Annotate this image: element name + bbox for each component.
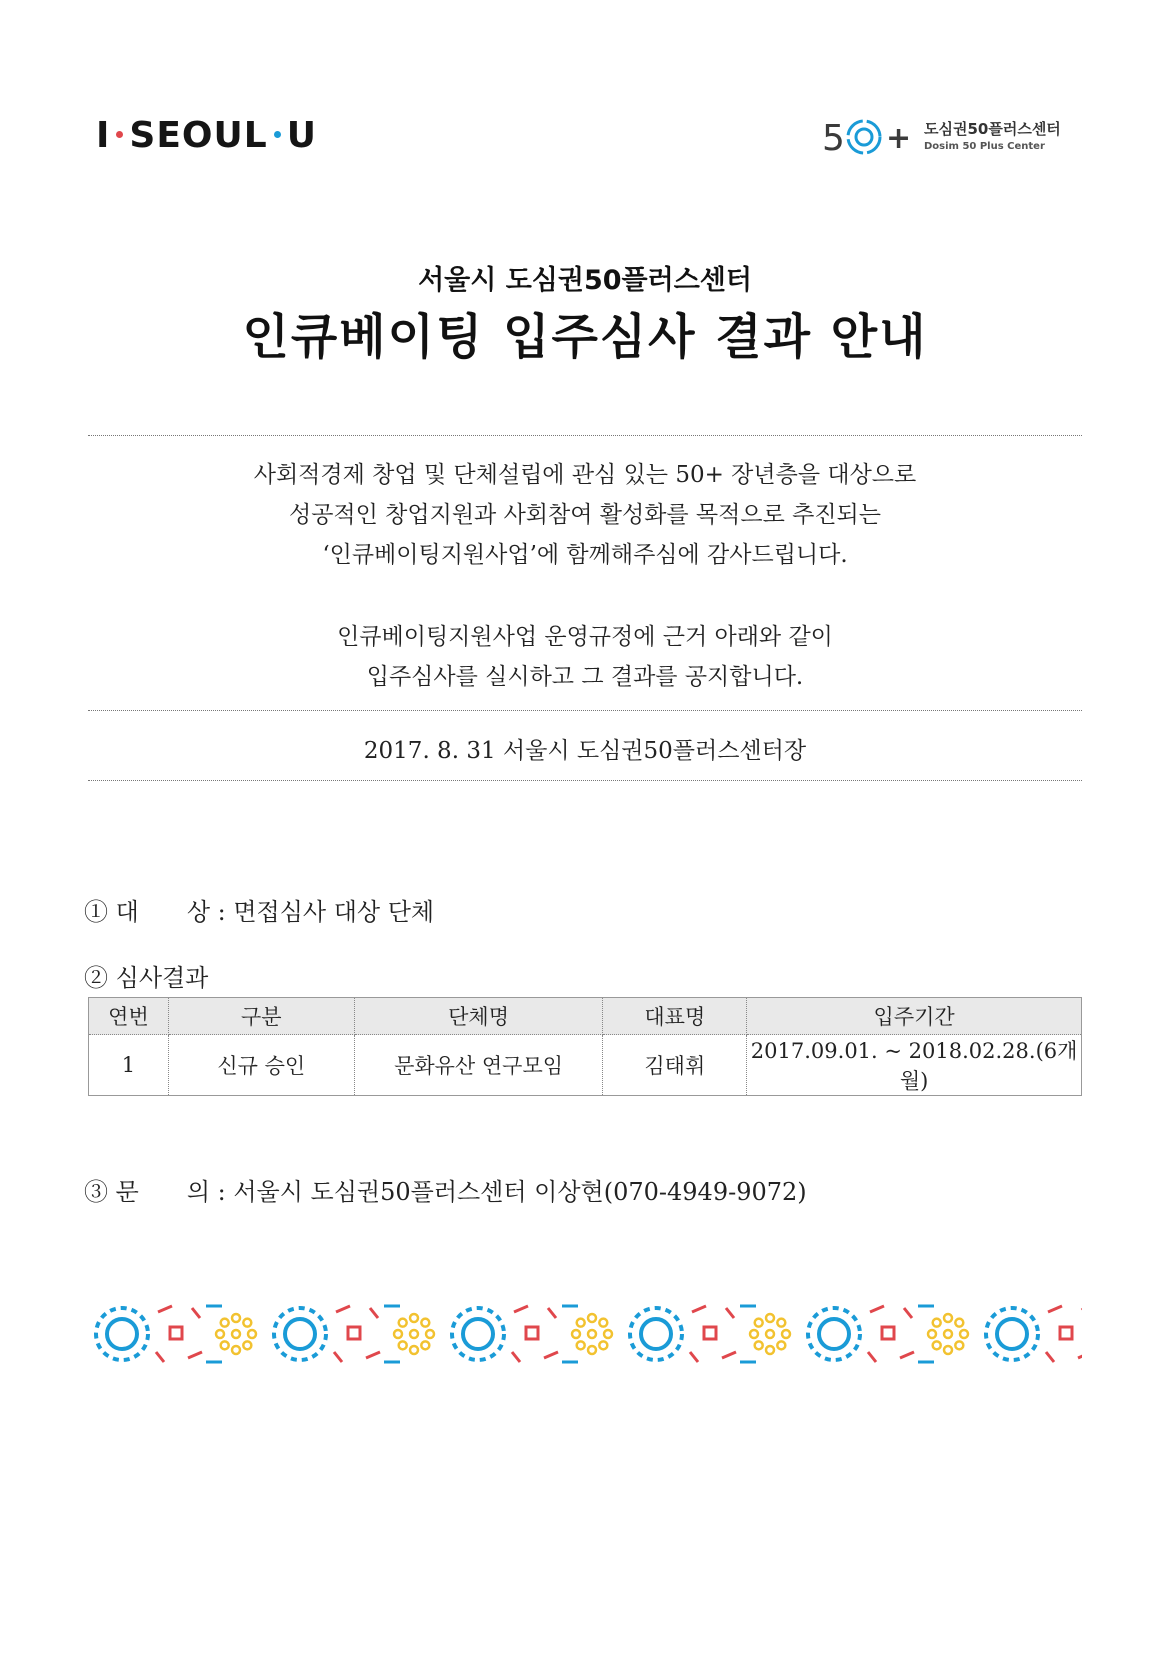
pattern-yellow-dot [766, 1346, 774, 1354]
dosim-50-plus-logo [822, 112, 1082, 162]
pattern-red-square [704, 1327, 716, 1339]
pattern-red-dash [692, 1306, 706, 1312]
pattern-yellow-dot [243, 1341, 251, 1349]
pattern-yellow-dot [944, 1330, 952, 1338]
pattern-yellow-dot [777, 1341, 785, 1349]
pattern-red-dash [1048, 1306, 1062, 1312]
pattern-red-dash [548, 1308, 556, 1318]
cell-number: 1 [89, 1035, 169, 1096]
pattern-red-dash [192, 1308, 200, 1318]
pattern-ring-outer [630, 1308, 682, 1360]
pattern-yellow-dot [577, 1319, 585, 1327]
pattern-yellow-dot [410, 1330, 418, 1338]
fifty-plus-logo-mark [822, 112, 918, 162]
pattern-red-dash [366, 1352, 380, 1358]
pattern-yellow-dot [944, 1314, 952, 1322]
header-category: 구분 [168, 998, 354, 1035]
pattern-yellow-dot [755, 1341, 763, 1349]
pattern-yellow-dot [955, 1319, 963, 1327]
pattern-yellow-dot [216, 1330, 224, 1338]
pattern-yellow-dot [410, 1346, 418, 1354]
logo-english-name: Dosim 50 Plus Center [924, 141, 1045, 152]
header-representative: 대표명 [603, 998, 747, 1035]
pattern-red-square [882, 1327, 894, 1339]
pattern-yellow-dot [572, 1330, 580, 1338]
document-title: 인큐베이팅 입주심사 결과 안내 [242, 309, 928, 365]
cell-category: 신규 승인 [168, 1035, 354, 1096]
pattern-red-square [170, 1327, 182, 1339]
target-value: 면접심사 대상 단체 [233, 898, 435, 926]
pattern-yellow-dot [399, 1319, 407, 1327]
pattern-yellow-dot [588, 1330, 596, 1338]
pattern-red-dash [156, 1352, 164, 1362]
pattern-red-dash [1046, 1352, 1054, 1362]
pattern-red-square [526, 1327, 538, 1339]
pattern-yellow-dot [944, 1346, 952, 1354]
pattern-ring-inner [997, 1319, 1027, 1349]
logo-korean-name: 도심권50플러스센터 [924, 120, 1061, 138]
pattern-yellow-dot [248, 1330, 256, 1338]
notice-line-1: 인큐베이팅지원사업 운영규정에 근거 아래와 같이 [337, 624, 833, 650]
pattern-ring-inner [641, 1319, 671, 1349]
pattern-ring-outer [96, 1308, 148, 1360]
pattern-red-dash [514, 1306, 528, 1312]
decorative-pattern-band [88, 1300, 1082, 1368]
pattern-yellow-dot [933, 1341, 941, 1349]
pattern-ring-inner [285, 1319, 315, 1349]
pattern-yellow-dot [588, 1346, 596, 1354]
pattern-yellow-dot [755, 1319, 763, 1327]
divider-middle [88, 710, 1082, 711]
cell-organization: 문화유산 연구모임 [354, 1035, 603, 1096]
target-item [84, 892, 434, 927]
pattern-red-square [1060, 1327, 1072, 1339]
pattern-red-dash [334, 1352, 342, 1362]
table-header-row [89, 998, 1082, 1035]
pattern-red-dash [336, 1306, 350, 1312]
pattern-yellow-dot [232, 1330, 240, 1338]
pattern-yellow-dot [766, 1330, 774, 1338]
pattern-yellow-dot [426, 1330, 434, 1338]
cell-period: 2017.09.01. ~ 2018.02.28.(6개월) [747, 1035, 1082, 1096]
result-label: ② 심사결과 [84, 964, 209, 992]
signature-line: 2017. 8. 31 서울시 도심권50플러스센터장 [363, 738, 807, 764]
logo-letter-u: U [286, 115, 317, 156]
cell-representative: 김태휘 [603, 1035, 747, 1096]
pattern-red-dash [722, 1352, 736, 1358]
intro-line-3: ‘인큐베이팅지원사업’에 함께해주심에 감사드립니다. [322, 542, 848, 568]
pattern-red-dash [904, 1308, 912, 1318]
pattern-yellow-dot [410, 1314, 418, 1322]
logo-number-5: 5 [822, 118, 845, 159]
logo-dot-blue [274, 131, 281, 138]
contact-value: 서울시 도심권50플러스센터 이상현(070-4949-9072) [233, 1178, 807, 1206]
divider-bottom [88, 780, 1082, 781]
pattern-yellow-dot [599, 1319, 607, 1327]
contact-item [84, 1172, 807, 1207]
pattern-red-dash [370, 1308, 378, 1318]
table-row [89, 1035, 1082, 1096]
notice-line-2: 입주심사를 실시하고 그 결과를 공지합니다. [366, 664, 804, 690]
pattern-ring-outer [808, 1308, 860, 1360]
logo-letter-i: I [96, 115, 111, 156]
pattern-yellow-dot [221, 1319, 229, 1327]
pattern-yellow-dot [604, 1330, 612, 1338]
pattern-yellow-dot [955, 1341, 963, 1349]
i-seoul-u-logo [96, 116, 317, 156]
pattern-red-dash [544, 1352, 558, 1358]
pattern-yellow-dot [588, 1314, 596, 1322]
logo-plus: + [886, 121, 912, 156]
logo-dot-red [116, 131, 123, 138]
pattern-yellow-dot [599, 1341, 607, 1349]
logo-word-seoul: SEOUL [129, 115, 268, 156]
pattern-red-dash [900, 1352, 914, 1358]
divider-top [88, 435, 1082, 436]
pattern-ring-outer [986, 1308, 1038, 1360]
pattern-yellow-dot [782, 1330, 790, 1338]
result-table [88, 997, 1082, 1096]
pattern-yellow-dot [421, 1319, 429, 1327]
pattern-red-dash [870, 1306, 884, 1312]
pattern-yellow-dot [577, 1341, 585, 1349]
intro-line-2: 성공적인 창업지원과 사회참여 활성화를 목적으로 추진되는 [288, 502, 881, 528]
pattern-red-dash [726, 1308, 734, 1318]
pattern-yellow-dot [750, 1330, 758, 1338]
intro-line-1: 사회적경제 창업 및 단체설립에 관심 있는 50+ 장년층을 대상으로 [253, 462, 917, 488]
pattern-yellow-dot [232, 1314, 240, 1322]
pattern-yellow-dot [221, 1341, 229, 1349]
pattern-red-square [348, 1327, 360, 1339]
pattern-red-dash [188, 1352, 202, 1358]
target-label: ① 대 상 : [84, 898, 226, 926]
header-organization: 단체명 [354, 998, 603, 1035]
pattern-red-dash [512, 1352, 520, 1362]
pattern-yellow-dot [243, 1319, 251, 1327]
pattern-ring-outer [274, 1308, 326, 1360]
pattern-red-dash [868, 1352, 876, 1362]
pattern-yellow-dot [399, 1341, 407, 1349]
pattern-yellow-dot [232, 1346, 240, 1354]
pattern-red-dash [1078, 1352, 1082, 1358]
pattern-yellow-dot [777, 1319, 785, 1327]
pattern-yellow-dot [928, 1330, 936, 1338]
pattern-ring-inner [463, 1319, 493, 1349]
pattern-red-dash [158, 1306, 172, 1312]
document-subtitle: 서울시 도심권50플러스센터 [418, 265, 752, 296]
pattern-yellow-dot [394, 1330, 402, 1338]
pattern-red-dash [690, 1352, 698, 1362]
pattern-ring-outer [452, 1308, 504, 1360]
pattern-ring-inner [107, 1319, 137, 1349]
pattern-yellow-dot [960, 1330, 968, 1338]
pattern-ring-inner [819, 1319, 849, 1349]
pattern-yellow-dot [421, 1341, 429, 1349]
pattern-yellow-dot [766, 1314, 774, 1322]
pattern-yellow-dot [933, 1319, 941, 1327]
header-period: 입주기간 [747, 998, 1082, 1035]
header-number: 연번 [89, 998, 169, 1035]
contact-label: ③ 문 의 : [84, 1178, 226, 1206]
